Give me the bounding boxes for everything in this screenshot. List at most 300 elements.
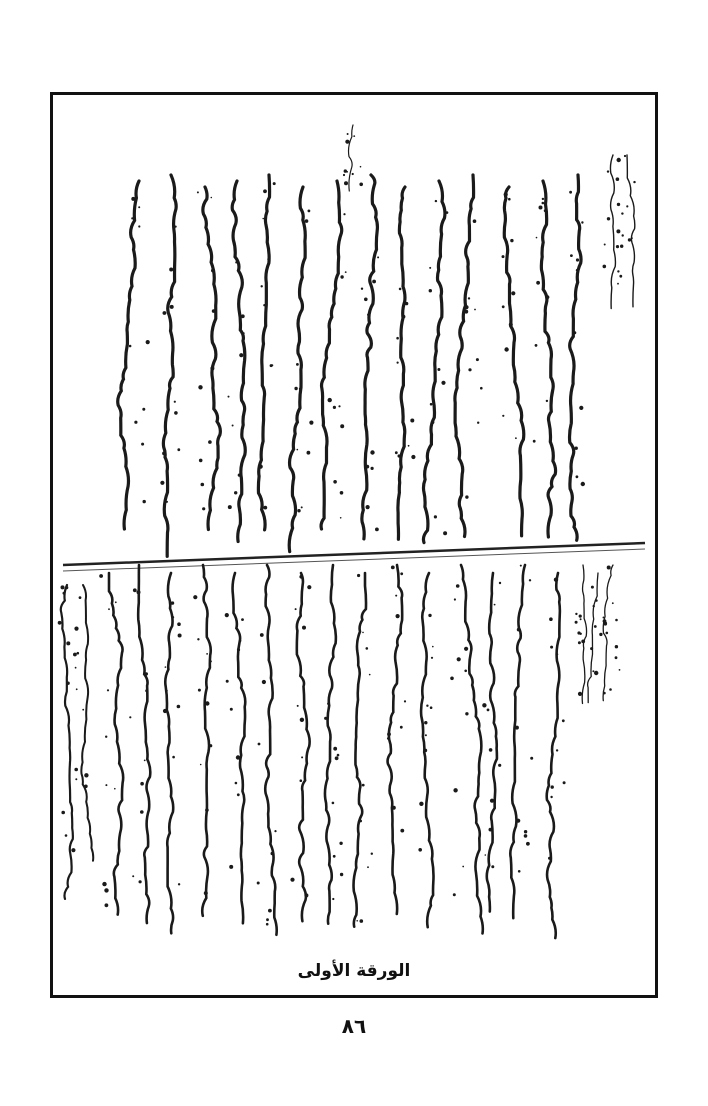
diacritic-mark bbox=[74, 627, 78, 631]
diacritic-mark bbox=[546, 400, 548, 402]
diacritic-mark bbox=[360, 166, 362, 168]
diacritic-mark bbox=[333, 406, 336, 409]
diacritic-mark bbox=[129, 716, 131, 718]
diacritic-mark bbox=[105, 736, 107, 738]
diacritic-mark bbox=[108, 608, 110, 610]
diacritic-mark bbox=[74, 768, 78, 772]
diacritic-mark bbox=[300, 718, 304, 722]
diacritic-mark bbox=[454, 598, 456, 600]
diacritic-mark bbox=[63, 592, 66, 595]
diacritic-mark bbox=[524, 834, 528, 838]
diacritic-mark bbox=[262, 680, 266, 684]
diacritic-mark bbox=[172, 756, 175, 759]
script-line bbox=[421, 573, 433, 927]
diacritic-mark bbox=[258, 743, 261, 746]
diacritic-mark bbox=[508, 198, 511, 201]
diacritic-mark bbox=[464, 670, 467, 673]
diacritic-mark bbox=[299, 388, 302, 391]
diacritic-mark bbox=[166, 501, 168, 503]
diacritic-mark bbox=[76, 688, 78, 690]
diacritic-mark bbox=[134, 421, 137, 424]
diacritic-mark bbox=[530, 757, 533, 760]
diacritic-mark bbox=[205, 701, 209, 705]
diacritic-mark bbox=[75, 778, 77, 780]
diacritic-mark bbox=[391, 566, 395, 570]
diacritic-mark bbox=[200, 764, 202, 766]
diacritic-mark bbox=[621, 212, 623, 214]
diacritic-mark bbox=[205, 808, 209, 812]
diacritic-mark bbox=[419, 802, 423, 806]
diacritic-mark bbox=[550, 646, 553, 649]
diacritic-mark bbox=[340, 873, 343, 876]
diacritic-mark bbox=[73, 653, 77, 657]
diacritic-mark bbox=[193, 595, 197, 599]
script-line bbox=[321, 181, 342, 529]
script-line bbox=[388, 565, 403, 914]
diacritic-mark bbox=[518, 870, 521, 873]
diacritic-mark bbox=[297, 509, 300, 512]
diacritic-mark bbox=[491, 865, 494, 868]
diacritic-mark bbox=[468, 297, 470, 299]
script-line bbox=[349, 125, 353, 191]
diacritic-mark bbox=[371, 853, 373, 855]
diacritic-mark bbox=[211, 197, 213, 199]
diacritic-mark bbox=[536, 237, 538, 239]
diacritic-mark bbox=[392, 806, 396, 810]
diacritic-mark bbox=[237, 648, 240, 651]
diacritic-mark bbox=[387, 732, 391, 736]
diacritic-mark bbox=[485, 854, 487, 856]
diacritic-mark bbox=[61, 811, 65, 815]
diacritic-mark bbox=[266, 798, 268, 800]
diacritic-mark bbox=[570, 254, 573, 257]
diacritic-mark bbox=[131, 197, 135, 201]
diacritic-mark bbox=[429, 267, 431, 269]
diacritic-mark bbox=[431, 421, 435, 425]
diacritic-mark bbox=[520, 565, 522, 567]
diacritic-mark bbox=[268, 909, 272, 913]
diacritic-mark bbox=[482, 703, 486, 707]
diacritic-mark bbox=[515, 437, 517, 439]
script-line bbox=[297, 573, 310, 921]
diacritic-mark bbox=[131, 217, 133, 219]
diacritic-mark bbox=[364, 298, 368, 302]
diacritic-mark bbox=[235, 261, 237, 263]
diacritic-mark bbox=[465, 495, 468, 498]
script-line bbox=[109, 573, 123, 915]
diacritic-mark bbox=[174, 411, 178, 415]
diacritic-mark bbox=[177, 448, 180, 451]
diacritic-mark bbox=[345, 271, 347, 273]
diacritic-mark bbox=[198, 385, 202, 389]
diacritic-mark bbox=[178, 634, 182, 638]
diacritic-mark bbox=[431, 657, 433, 659]
diacritic-mark bbox=[211, 269, 215, 273]
diacritic-mark bbox=[575, 447, 578, 450]
diacritic-mark bbox=[509, 323, 513, 327]
diacritic-mark bbox=[301, 506, 303, 508]
diacritic-mark bbox=[197, 638, 199, 640]
diacritic-mark bbox=[102, 882, 106, 886]
diacritic-mark bbox=[138, 225, 140, 227]
script-line bbox=[61, 585, 73, 899]
diacritic-mark bbox=[504, 192, 508, 196]
diacritic-mark bbox=[340, 491, 344, 495]
diacritic-mark bbox=[464, 310, 468, 314]
diacritic-mark bbox=[235, 782, 238, 785]
diacritic-mark bbox=[456, 584, 460, 588]
script-line bbox=[265, 565, 276, 935]
diacritic-mark bbox=[426, 705, 428, 707]
diacritic-mark bbox=[556, 749, 558, 751]
diacritic-mark bbox=[617, 158, 621, 162]
diacritic-mark bbox=[333, 747, 337, 751]
diacritic-mark bbox=[274, 830, 276, 832]
diacritic-mark bbox=[575, 621, 578, 624]
diacritic-mark bbox=[359, 820, 362, 823]
diacritic-mark bbox=[398, 454, 401, 457]
diacritic-mark bbox=[199, 459, 203, 463]
diacritic-mark bbox=[468, 368, 471, 371]
diacritic-mark bbox=[75, 667, 77, 669]
diacritic-mark bbox=[170, 305, 174, 309]
script-line bbox=[362, 175, 378, 539]
diacritic-mark bbox=[340, 517, 342, 519]
diacritic-mark bbox=[304, 893, 308, 897]
diacritic-mark bbox=[554, 578, 558, 582]
diacritic-mark bbox=[480, 387, 483, 390]
diacritic-mark bbox=[260, 633, 264, 637]
diacritic-mark bbox=[225, 613, 229, 617]
diacritic-mark bbox=[562, 719, 565, 722]
diacritic-mark bbox=[266, 918, 269, 921]
diacritic-mark bbox=[160, 481, 164, 485]
diacritic-mark bbox=[132, 875, 134, 877]
diacritic-mark bbox=[603, 692, 606, 695]
diacritic-mark bbox=[307, 585, 311, 589]
script-line bbox=[504, 187, 524, 536]
diacritic-mark bbox=[347, 133, 349, 135]
diacritic-mark bbox=[511, 291, 515, 295]
diacritic-mark bbox=[545, 295, 549, 299]
diacritic-mark bbox=[82, 709, 84, 711]
diacritic-mark bbox=[66, 641, 70, 645]
diacritic-mark bbox=[604, 622, 608, 626]
diacritic-mark bbox=[263, 189, 267, 193]
diacritic-mark bbox=[202, 507, 205, 510]
diacritic-mark bbox=[237, 793, 240, 796]
diacritic-mark bbox=[418, 848, 422, 852]
diacritic-mark bbox=[581, 482, 585, 486]
diacritic-mark bbox=[142, 408, 145, 411]
diacritic-mark bbox=[548, 857, 551, 860]
diacritic-mark bbox=[163, 311, 167, 315]
diacritic-mark bbox=[371, 467, 374, 470]
diacritic-mark bbox=[367, 866, 369, 868]
diacritic-mark bbox=[591, 586, 594, 589]
diacritic-mark bbox=[340, 424, 344, 428]
diacritic-mark bbox=[138, 206, 140, 208]
diacritic-mark bbox=[169, 268, 173, 272]
diacritic-mark bbox=[606, 632, 609, 635]
diacritic-mark bbox=[366, 505, 370, 509]
diacritic-mark bbox=[258, 464, 262, 468]
diacritic-mark bbox=[446, 211, 449, 214]
diacritic-mark bbox=[529, 579, 531, 581]
diacritic-mark bbox=[263, 506, 267, 510]
diacritic-mark bbox=[79, 596, 82, 599]
diacritic-mark bbox=[299, 575, 303, 579]
diacritic-mark bbox=[551, 785, 554, 788]
diacritic-mark bbox=[441, 381, 445, 385]
diacritic-mark bbox=[443, 531, 447, 535]
diacritic-mark bbox=[465, 712, 468, 715]
diacritic-mark bbox=[177, 705, 181, 709]
diacritic-mark bbox=[617, 283, 619, 285]
diacritic-mark bbox=[353, 135, 355, 137]
diacritic-mark bbox=[238, 474, 241, 477]
diacritic-mark bbox=[352, 173, 354, 175]
diacritic-mark bbox=[616, 245, 619, 248]
diacritic-mark bbox=[533, 440, 536, 443]
diacritic-mark bbox=[146, 340, 150, 344]
script-line bbox=[354, 573, 367, 927]
diacritic-mark bbox=[369, 674, 371, 676]
diacritic-mark bbox=[204, 891, 208, 895]
diacritic-mark bbox=[430, 403, 433, 406]
diacritic-mark bbox=[375, 528, 379, 532]
diacritic-mark bbox=[408, 445, 410, 447]
diacritic-mark bbox=[604, 244, 606, 246]
script-line bbox=[233, 573, 246, 923]
script-line bbox=[610, 155, 615, 309]
diacritic-mark bbox=[573, 331, 576, 334]
diacritic-mark bbox=[502, 305, 505, 308]
diacritic-mark bbox=[294, 387, 297, 390]
diacritic-mark bbox=[65, 834, 68, 837]
diacritic-mark bbox=[579, 615, 582, 618]
diacritic-mark bbox=[432, 646, 434, 648]
diacritic-mark bbox=[429, 289, 432, 292]
diacritic-mark bbox=[615, 645, 618, 648]
diacritic-mark bbox=[104, 888, 108, 892]
diacritic-mark bbox=[620, 245, 623, 248]
diacritic-mark bbox=[411, 455, 415, 459]
script-line bbox=[203, 187, 220, 530]
diacritic-mark bbox=[615, 619, 618, 622]
diacritic-mark bbox=[619, 275, 622, 278]
diacritic-mark bbox=[607, 566, 611, 570]
diacritic-mark bbox=[435, 200, 437, 202]
diacritic-mark bbox=[576, 475, 579, 478]
script-line bbox=[461, 565, 483, 933]
diacritic-mark bbox=[434, 515, 437, 518]
diacritic-mark bbox=[162, 452, 166, 456]
diacritic-mark bbox=[502, 415, 504, 417]
diacritic-mark bbox=[339, 842, 342, 845]
diacritic-mark bbox=[140, 782, 144, 786]
diacritic-mark bbox=[524, 830, 527, 833]
script-line bbox=[627, 155, 635, 307]
diacritic-mark bbox=[99, 574, 103, 578]
diacritic-mark bbox=[576, 269, 578, 271]
diacritic-mark bbox=[114, 788, 116, 790]
diacritic-mark bbox=[178, 883, 180, 885]
diacritic-mark bbox=[171, 601, 174, 604]
script-line bbox=[541, 181, 555, 537]
diacritic-mark bbox=[343, 213, 345, 215]
diacritic-mark bbox=[360, 919, 364, 923]
diacritic-mark bbox=[206, 653, 208, 655]
diacritic-mark bbox=[477, 422, 479, 424]
script-line bbox=[258, 175, 269, 530]
diacritic-mark bbox=[499, 582, 501, 584]
diacritic-mark bbox=[362, 784, 365, 787]
script-line bbox=[232, 181, 245, 542]
diacritic-mark bbox=[307, 451, 311, 455]
diacritic-mark bbox=[139, 880, 142, 883]
diacritic-mark bbox=[399, 288, 402, 291]
diacritic-mark bbox=[372, 280, 376, 284]
diacritic-mark bbox=[271, 852, 275, 856]
diacritic-mark bbox=[526, 842, 530, 846]
diacritic-mark bbox=[107, 689, 109, 691]
diacritic-mark bbox=[61, 585, 65, 589]
diacritic-mark bbox=[617, 270, 619, 272]
diacritic-mark bbox=[370, 450, 374, 454]
diacritic-mark bbox=[337, 754, 340, 757]
script-line bbox=[423, 181, 445, 543]
diacritic-mark bbox=[410, 419, 414, 423]
diacritic-mark bbox=[504, 347, 508, 351]
diacritic-mark bbox=[141, 443, 144, 446]
diacritic-mark bbox=[361, 288, 363, 290]
diacritic-mark bbox=[502, 255, 505, 258]
diacritic-mark bbox=[517, 628, 521, 632]
diacritic-mark bbox=[628, 238, 631, 241]
diacritic-mark bbox=[576, 258, 579, 261]
script-line bbox=[289, 187, 305, 552]
diacritic-mark bbox=[267, 258, 270, 261]
diacritic-mark bbox=[58, 621, 62, 625]
diacritic-mark bbox=[377, 256, 379, 258]
diacritic-mark bbox=[175, 226, 177, 228]
diacritic-mark bbox=[557, 653, 559, 655]
diacritic-mark bbox=[400, 829, 404, 833]
diacritic-mark bbox=[362, 632, 364, 634]
diacritic-mark bbox=[476, 358, 479, 361]
diacritic-mark bbox=[563, 781, 566, 784]
diacritic-mark bbox=[487, 709, 490, 712]
diacritic-mark bbox=[592, 670, 594, 672]
diacritic-mark bbox=[137, 590, 141, 594]
diacritic-mark bbox=[400, 726, 403, 729]
script-line bbox=[81, 585, 93, 861]
diacritic-mark bbox=[198, 689, 201, 692]
diacritic-mark bbox=[133, 588, 137, 592]
diacritic-mark bbox=[201, 483, 205, 487]
diacritic-mark bbox=[599, 633, 602, 636]
diacritic-mark bbox=[575, 613, 577, 615]
diacritic-mark bbox=[428, 614, 431, 617]
diacritic-mark bbox=[498, 764, 501, 767]
diacritic-mark bbox=[226, 680, 229, 683]
diacritic-mark bbox=[239, 640, 242, 643]
script-line bbox=[325, 565, 336, 924]
diacritic-mark bbox=[365, 465, 369, 469]
script-line bbox=[455, 175, 474, 537]
diacritic-mark bbox=[490, 799, 494, 803]
diacritic-mark bbox=[172, 616, 174, 618]
diacritic-mark bbox=[302, 626, 306, 630]
diacritic-mark bbox=[297, 449, 299, 451]
diacritic-mark bbox=[163, 709, 167, 713]
diacritic-mark bbox=[66, 682, 69, 685]
diacritic-mark bbox=[257, 882, 260, 885]
diacritic-mark bbox=[241, 314, 245, 318]
diacritic-mark bbox=[450, 677, 454, 681]
diacritic-mark bbox=[580, 633, 582, 635]
diacritic-mark bbox=[593, 605, 595, 607]
diacritic-mark bbox=[232, 425, 234, 427]
diacritic-mark bbox=[228, 505, 232, 509]
diacritic-mark bbox=[578, 692, 582, 696]
diacritic-mark bbox=[166, 690, 168, 692]
diacritic-mark bbox=[539, 206, 543, 210]
script-line bbox=[588, 573, 598, 703]
diacritic-mark bbox=[144, 760, 146, 762]
diacritic-mark bbox=[65, 586, 68, 589]
diacritic-mark bbox=[550, 796, 552, 798]
diacritic-mark bbox=[515, 726, 519, 730]
diacritic-mark bbox=[234, 491, 237, 494]
diacritic-mark bbox=[140, 810, 144, 814]
script-line bbox=[510, 565, 525, 918]
diacritic-mark bbox=[239, 513, 241, 515]
script-line bbox=[118, 181, 139, 529]
script-line bbox=[202, 565, 211, 916]
diacritic-mark bbox=[579, 406, 583, 410]
diacritic-mark bbox=[340, 275, 343, 278]
diacritic-mark bbox=[208, 440, 212, 444]
diacritic-mark bbox=[615, 656, 618, 659]
diacritic-mark bbox=[243, 332, 245, 334]
diacritic-mark bbox=[631, 237, 633, 239]
diacritic-mark bbox=[404, 700, 406, 702]
diacritic-mark bbox=[165, 666, 167, 668]
manuscript-frame bbox=[50, 92, 658, 998]
diacritic-mark bbox=[357, 574, 360, 577]
diacritic-mark bbox=[590, 647, 593, 650]
diacritic-mark bbox=[617, 203, 620, 206]
diacritic-mark bbox=[569, 191, 572, 194]
diacritic-mark bbox=[581, 640, 585, 644]
diacritic-mark bbox=[536, 281, 540, 285]
diacritic-mark bbox=[177, 622, 181, 626]
diacritic-mark bbox=[333, 855, 336, 858]
diacritic-mark bbox=[241, 618, 244, 621]
diacritic-mark bbox=[301, 756, 303, 758]
diacritic-mark bbox=[174, 401, 176, 403]
diacritic-mark bbox=[609, 688, 612, 691]
diacritic-mark bbox=[580, 618, 582, 620]
diacritic-mark bbox=[143, 500, 146, 503]
diacritic-mark bbox=[607, 217, 610, 220]
diacritic-mark bbox=[516, 819, 520, 823]
diacritic-mark bbox=[453, 893, 456, 896]
diacritic-mark bbox=[395, 595, 397, 597]
diacritic-mark bbox=[343, 174, 345, 176]
